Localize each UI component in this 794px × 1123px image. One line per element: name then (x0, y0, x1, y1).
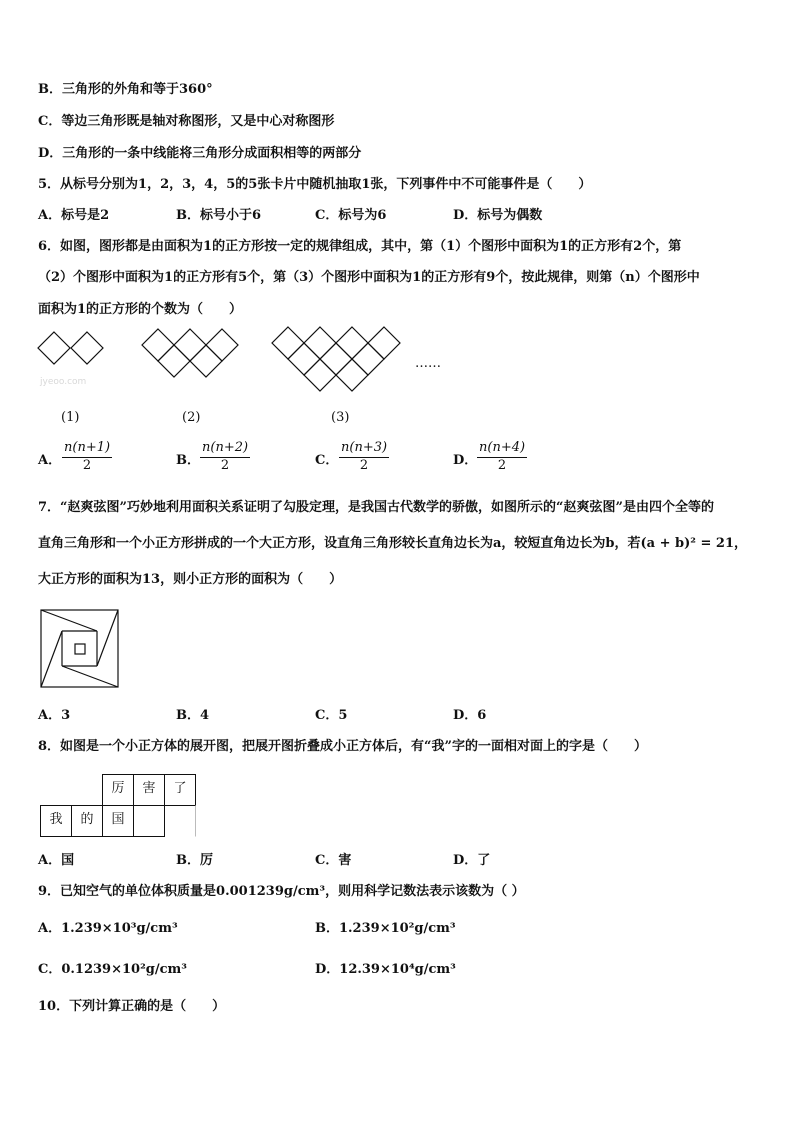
q5-option-d: D．标号为偶数 (453, 208, 543, 223)
q4-option-d: D．三角形的一条中线能将三角形分成面积相等的两部分 (38, 146, 362, 161)
q8-cell-de: 的 (80, 812, 94, 827)
q4-option-c: C．等边三角形既是轴对称图形，又是中心对称图形 (38, 114, 335, 129)
q6-option-b-numerator: n(n+2) (200, 440, 250, 458)
q5-option-a: A．标号是2 (38, 208, 110, 223)
q7-option-d: D．6 (453, 708, 487, 723)
q6-caption-1: (1) (61, 410, 80, 425)
q4-option-b: B．三角形的外角和等于360° (38, 82, 213, 97)
q8-cell-le: 了 (173, 781, 187, 796)
q8-option-b: B．厉 (176, 853, 213, 868)
q8-option-a: A．国 (38, 853, 75, 868)
q9-option-c: C．0.1239×10²g/cm³ (38, 962, 187, 977)
q6-figure-2 (140, 327, 244, 385)
q6-option-d-denominator: 2 (497, 458, 507, 473)
q10-stem: 10．下列计算正确的是（ ） (38, 999, 226, 1014)
q6-option-c-label: C． (315, 453, 339, 468)
q8-cell-guo: 国 (111, 812, 125, 827)
q6-option-a-denominator: 2 (82, 458, 92, 473)
q6-stem-line3: 面积为1的正方形的个数为（ ） (38, 302, 243, 317)
q8-option-d: D．了 (453, 853, 491, 868)
q8-cell-li: 厉 (111, 781, 125, 796)
q8-stem: 8．如图是一个小正方体的展开图，把展开图折叠成小正方体后，有“我”字的一面相对面上的字是（ ） (38, 739, 648, 754)
q7-stem-line2: 直角三角形和一个小正方形拼成的一个大正方形，设直角三角形较长直角边长为a，较短直角边长为b，若(a + b)² = 21， (38, 536, 748, 551)
q8-cell-wo: 我 (49, 812, 63, 827)
q8-cell-hai: 害 (142, 781, 156, 796)
q7-option-a: A．3 (38, 708, 71, 723)
q6-option-a-numerator: n(n+1) (62, 440, 112, 458)
q6-option-a-label: A． (38, 453, 62, 468)
watermark: jyeoo.com (40, 377, 87, 387)
q9-stem: 9．已知空气的单位体积质量是0.001239g/cm³，则用科学记数法表示该数为（ ） (38, 884, 525, 899)
q6-option-c-fraction (339, 440, 389, 474)
q7-option-b: B．4 (176, 708, 210, 723)
q6-ellipsis: …… (415, 356, 441, 371)
q6-figure-3 (270, 325, 410, 397)
q6-option-d-fraction (477, 440, 527, 474)
q5-stem: 5．从标号分别为1，2，3，4，5的5张卡片中随机抽取1张，下列事件中不可能事件是（ ） (38, 177, 592, 192)
q9-option-d: D．12.39×10⁴g/cm³ (315, 962, 456, 977)
q6-option-b-label: B． (176, 453, 200, 468)
q7-option-c: C．5 (315, 708, 348, 723)
q6-option-a-fraction (62, 440, 112, 474)
q6-stem-line2: （2）个图形中面积为1的正方形有5个，第（3）个图形中面积为1的正方形有9个，按此规律，则第（n）个图形中 (38, 270, 700, 285)
q7-stem-line3: 大正方形的面积为13，则小正方形的面积为（ ） (38, 572, 343, 587)
q6-caption-2: (2) (182, 410, 201, 425)
q6-figure-1 (36, 330, 108, 370)
q6-option-d-numerator: n(n+4) (477, 440, 527, 458)
q6-stem-line1: 6．如图，图形都是由面积为1的正方形按一定的规律组成，其中，第（1）个图形中面积为1的正方形有2个，第 (38, 239, 682, 254)
q7-stem-line1: 7．“赵爽弦图”巧妙地利用面积关系证明了勾股定理，是我国古代数学的骄傲，如图所示的“赵爽弦图”是由四个全等的 (38, 500, 714, 515)
q6-option-d-label: D． (453, 453, 478, 468)
q8-option-c: C．害 (315, 853, 352, 868)
q6-option-c-denominator: 2 (359, 458, 369, 473)
q6-option-b-fraction (200, 440, 250, 474)
q6-option-b-denominator: 2 (220, 458, 230, 473)
q5-option-c: C．标号为6 (315, 208, 387, 223)
q6-caption-3: (3) (331, 410, 350, 425)
q6-option-c-numerator: n(n+3) (339, 440, 389, 458)
q5-option-b: B．标号小于6 (176, 208, 262, 223)
q9-option-b: B．1.239×10²g/cm³ (315, 921, 456, 936)
q7-zhaoshuang-figure (40, 609, 120, 689)
q9-option-a: A．1.239×10³g/cm³ (38, 921, 178, 936)
